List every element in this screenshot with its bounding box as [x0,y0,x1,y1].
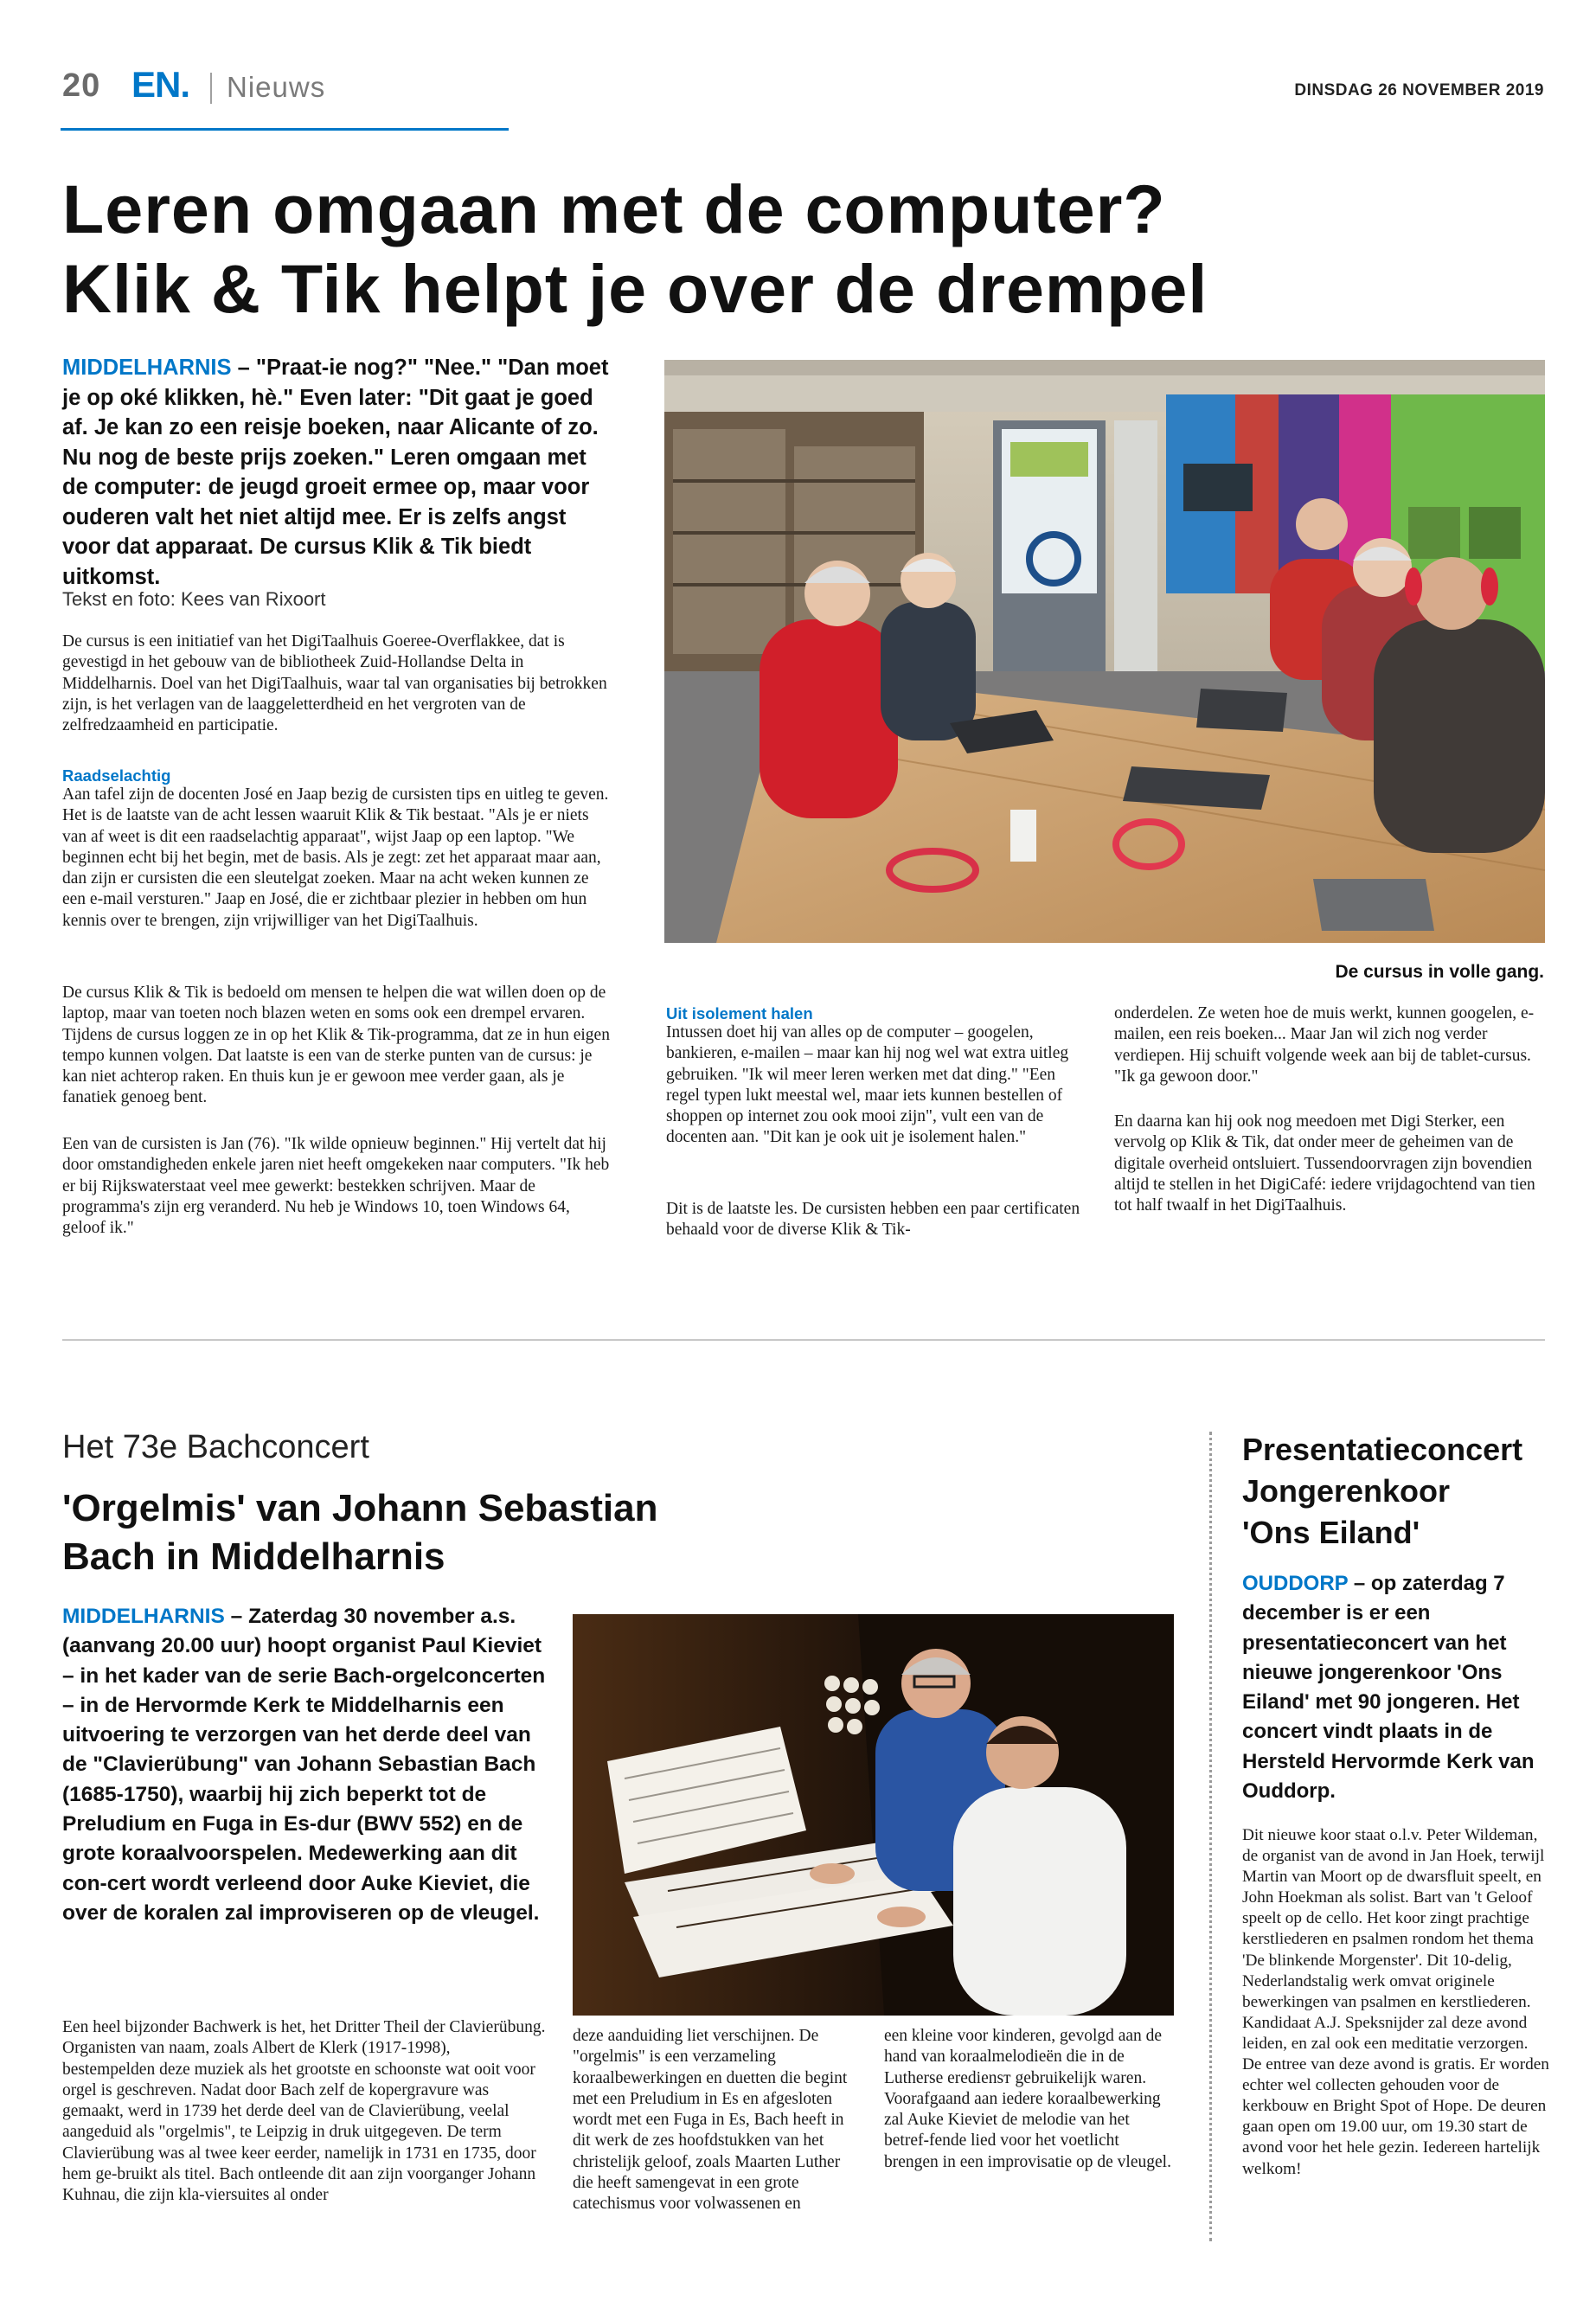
organists-illustration [573,1614,1174,2016]
article1-subhead-isolement: Uit isolement halen [666,1004,813,1022]
article3-lead [1242,1569,1554,1806]
en-logo: EN. [131,64,190,105]
article1-col3-paragraph2: En daarna kan hij ook nog meedoen met Digi Sterker, een vervolg op Klik & Tik, dat onder meer de geheimen van de digitale overheid ontsluiert. Tussendoorvragen zijn bovendien altijd te stellen in het DigiCafé: iedere vrijdagochtend van tien tot half twaalf in het DigiTaalhuis. [1114,1112,1535,1215]
article1-col1-paragraph4: Een van de cursisten is Jan (76). "Ik wilde opnieuw beginnen." Hij vertelt dat hij door omstandigheden enkele jaren niet heeft omgekeken naar computers. "Ik heb er bij Rijkswaterstaat veel mee gewerkt: bestekken schrijven. Maar de programma's zijn erg veranderd. Nu heb je Windows 10, toen Windows 64, geloof ik." [62,1135,610,1238]
article3-body-text: Dit nieuwe koor staat o.l.v. Peter Wildeman, de organist van de avond in Jan Hoek, terwijl Martin van Moort op de dwarsfluit speelt, en John Hoekman als solist. Bart van 't Geloof speelt op de cello. Het koor zingt prachtige kerstliederen en psalmen rondom het thema 'De blinkende Morgenster'. Dit 10-delig, Nederlandstalig werk omvat originele bewerkingen van psalmen en kerstliederen. Kandidaat A.J. Speksnijder zal deze avond leiden, en zal ook een meditatie verzorgen. De entree van deze avond is gratis. Er worden echter wel collecten gehouden voor de kerkbouw en Bright Spot of Hope. De deuren gaan open om 19.00 uur, om 19.30 start de avond voor het hele gezin. Iedereen hartelijk welkom! [1242,1826,1549,2178]
masthead-separator [210,73,212,104]
article1-col1-paragraph1: De cursus is een initiatief van het DigiTaalhuis Goeree-Overflakkee, dat is gevestigd in het gebouw van de bibliotheek Zuid-Hollandse Delta in Middelharnis. Doel van het DigiTaalhuis, waar tal van organisaties bij betrokken zijn, is het verlagen van de laaggeletterdheid en het vergroten van de zelfredzaamheid en participatie. [62,632,607,735]
article1-headline [62,170,1533,329]
article2-kicker: Het 73e Bachconcert [62,1429,369,1465]
article3-headline-line3: 'Ons Eiland' [1242,1515,1420,1550]
article2-headline [62,1484,720,1581]
article2-col1-text: Een heel bijzonder Bachwerk is het, het Dritter Theil der Clavierübung. Organisten van naam, zoals Albert de Klerk (1917-1998), bestempelden deze muziek als het grootste en schoonste wat ooit voor orgel is geschreven. Nadat door Bach zelf de kopergravure was gemaakt, werd in 1739 het derde deel van de Clavierübung, veelal aangeduid als "orgelmis", te Leipzig in druk uitgegeven. De term Clavierübung was al twee keer eerder, namelijk in 1731 en 1735, door hem ge-bruikt als titel. Bach ontleende dit aan zijn voorganger Johann Kuhnau, die zijn kla-viersuites al onder [62,2018,546,2205]
article1-lead [62,353,616,592]
article3-headline-line1: Presentatieconcert [1242,1432,1523,1467]
article1-col2-paragraph1: Intussen doet hij van alles op de computer – googelen, bankieren, e-mailen – maar kan hij nog wel wat extra uitleg gebruiken. "Ik wil meer leren werken met dat ding." "Een regel typen lukt meestal wel, maar iets kunnen bestellen of shoppen op internet zou ook mooi zijn", vult een van de docenten aan. "Dit kan je ook uit je isolement halen." [666,1023,1069,1147]
article1-col1-paragraph2: Aan tafel zijn de docenten José en Jaap bezig de cursisten tips en uitleg te geven. Het is de laatste van de acht lessen waaruit Klik & Tik bestaat. "Als je er niets van af weet is dit een raadselachtig apparaat", wijst Jaap op een laptop. "We beginnen echt bij het begin, met de basis. Als je zegt: zet het apparaat maar aan, dan zijn er cursisten die een sleutelgat zoeken. Maar na acht weken kunnen ze een e-mail versturen." Jaap en José, die er zichtbaar plezier in hebben om hun kennis over te brengen, zijn vrijwilliger van het DigiTaalhuis. [62,785,609,930]
article3-lead-text: – op zaterdag 7 december is er een presentatieconcert van het nieuwe jongerenkoor 'Ons Eiland' met 90 jongeren. Het concert vindt plaats in de Hersteld Hervormde Kerk van Ouddorp. [1242,1572,1535,1804]
article1-col3-paragraph1: onderdelen. Ze weten hoe de muis werkt, kunnen googelen, e-mailen, een reis boeken... Maar Jan wil zich nog verder verdiepen. Hij schuift volgende week aan bij de tablet-cursus. "Ik ga gewoon door." [1114,1004,1535,1086]
article3-headline-line2: Jongerenkoor [1242,1473,1451,1509]
article2-lead-place: MIDDELHARNIS [62,1605,225,1628]
article1-lead-text: – "Praat-ie nog?" "Nee." "Dan moet je op oké klikken, hè." Even later: "Dit gaat je goed af. Je kan zo een reisje boeken, naar Alicante of zo. Nu nog de beste prijs zoeken." Leren omgaan met de computer: de jeugd groeit ermee op, maar voor ouderen valt het niet altijd mee. Er is zelfs angst voor dat apparaat. De cursus Klik & Tik biedt uitkomst. [62,356,609,589]
article2-col3-text: een kleine voor kinderen, gevolgd aan de hand van koraalmelodieën die in de Lutherse erediensт gebruikelijk waren. Voorafgaand aan iedere koraalbewerking zal Auke Kieviet de melodie van het betref-fende lied voor het voetlicht brengen in een improvisatie op de vleugel. [884,2027,1171,2171]
article1-photo [664,360,1545,943]
article1-col2-paragraph2: Dit is de laatste les. De cursisten hebben een paar certificaten behaald voor de diverse Klik & Tik- [666,1200,1080,1240]
article2-headline-line2: Bach in Middelharnis [62,1535,445,1578]
column-dotted-separator [1209,1432,1212,2241]
masthead-rule [61,128,509,131]
article3-lead-place: OUDDORP [1242,1572,1349,1595]
article1-byline: Tekst en foto: Kees van Rixoort [62,588,326,610]
article1-headline-line1: Leren omgaan met de computer? [62,170,1166,247]
article1-subhead-raadselachtig: Raadselachtig [62,766,171,785]
article2-col2-text: deze aanduiding liet verschijnen. De "orgelmis" is een verzameling koraalbewerkingen en duetten die begint met een Preludium in Es en afgesloten wordt met een Fuga in Es, Bach heeft in dit werk de zes hoofdstukken van het christelijk geloof, zoals Maarten Luther die heeft samengevat in een grote catechismus voor volwassenen en [573,2027,848,2214]
article1-col1-paragraph3: De cursus Klik & Tik is bedoeld om mensen te helpen die wat willen doen op de laptop, maar van toeten noch blazen weten en soms ook een drempel ervaren. Tijdens de cursus loggen ze in op het Klik & Tik-programma, dat ze in hun eigen tempo kunnen volgen. Dat laatste is een van de sterke punten van de cursus: je kan niet achterop raken. En thuis kun je er gewoon mee verder gaan, als je fanatiek genoeg bent. [62,984,610,1107]
article2-lead [62,1602,555,1928]
article2-photo [573,1614,1174,2016]
article1-lead-place: MIDDELHARNIS [62,356,232,380]
issue-date: DINSDAG 26 NOVEMBER 2019 [1294,81,1544,99]
article1-headline-line2: Klik & Tik helpt je over de drempel [62,250,1208,327]
computer-class-illustration [664,360,1545,943]
page-number: 20 [62,67,101,104]
section-label: Nieuws [227,71,326,103]
article3-headline [1242,1429,1554,1554]
section-divider [62,1339,1545,1341]
article2-headline-line1: 'Orgelmis' van Johann Sebastian [62,1487,658,1529]
article1-photo-caption: De cursus in volle gang. [1335,962,1544,982]
article2-lead-text: – Zaterdag 30 november a.s. (aanvang 20.00 uur) hoopt organist Paul Kieviet – in het kader van de serie Bach-orgelconcerten – in de Hervormde Kerk te Middelharnis een uitvoering te verzorgen van het derde deel van de "Clavierübung" van Johann Sebastian Bach (1685-1750), waarbij hij zich beperkt tot de Preludium en Fuga in Es-dur (BWV 552) en de grote koraalvoorspelen. Medewerking aan dit con-cert wordt verleend door Auke Kieviet, die over de koralen zal improviseren op de vleugel. [62,1605,546,1925]
